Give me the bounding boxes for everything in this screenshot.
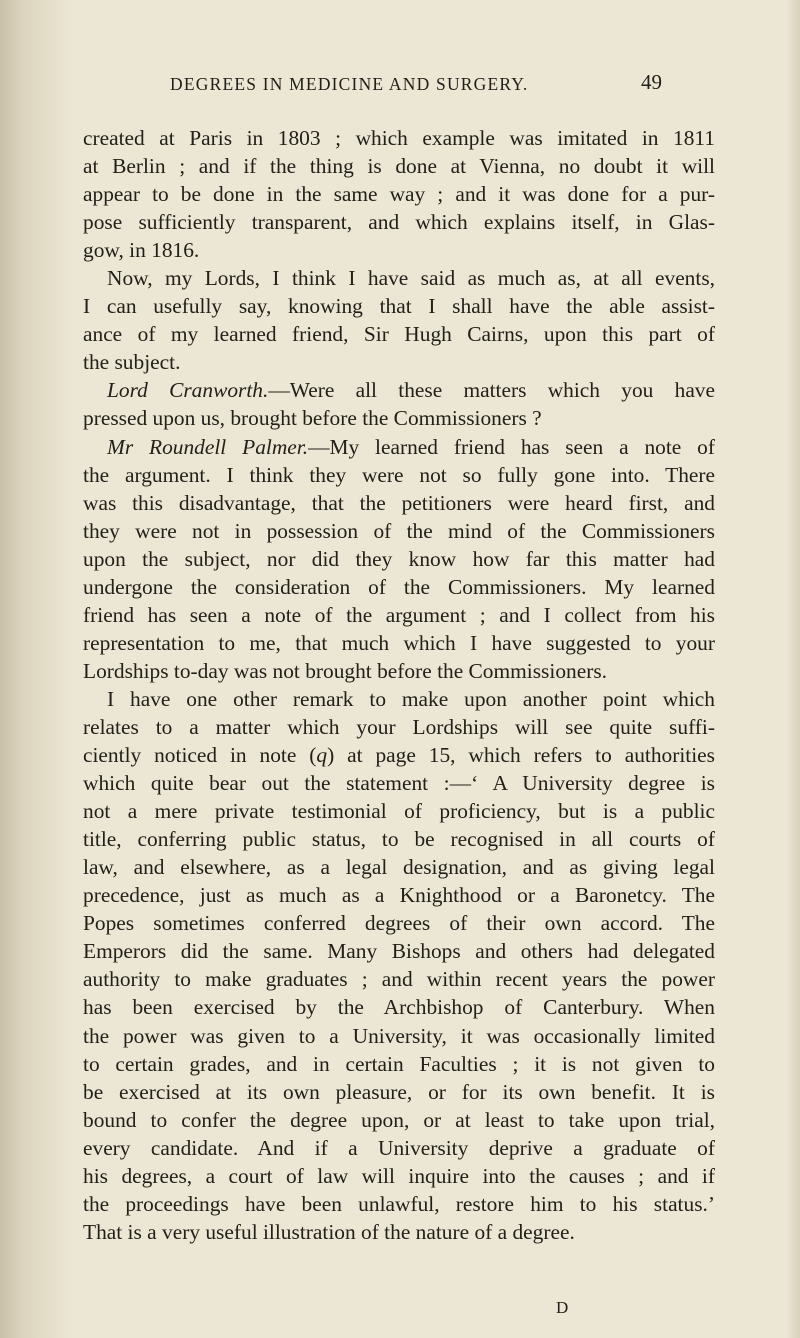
paragraph-2 bbox=[83, 376, 715, 432]
text-line: his degrees, a court of law will inquire into the causes ; and if bbox=[83, 1163, 715, 1188]
text-line: friend has seen a note of the argument ; and I collect from his bbox=[83, 602, 715, 627]
text-line: not a mere private testimonial of proficiency, but is a public bbox=[83, 799, 715, 824]
running-head: DEGREES IN MEDICINE AND SURGERY. bbox=[170, 74, 529, 94]
text-line: Emperors did the same. Many Bishops and others had delegated bbox=[83, 939, 715, 964]
text-line: upon the subject, nor did they know how far this matter had bbox=[83, 546, 715, 571]
page-number: 49 bbox=[641, 70, 662, 94]
text-line: I have one other remark to make upon another point which bbox=[107, 686, 715, 711]
text-line: which quite bear out the statement :—‘ A University degree is bbox=[83, 771, 715, 796]
text-line: at Berlin ; and if the thing is done at Vienna, no doubt it will bbox=[83, 154, 715, 179]
text-line: the subject. bbox=[83, 350, 181, 375]
text-line: That is a very useful illustration of the nature of a degree. bbox=[83, 1219, 575, 1244]
text-line: has been exercised by the Archbishop of Canterbury. When bbox=[83, 995, 715, 1020]
text-line: the power was given to a University, it was occasionally limited bbox=[83, 1023, 715, 1048]
speaker-name: Lord Cranworth. bbox=[107, 378, 269, 403]
text-line bbox=[83, 433, 715, 461]
text-line: the argument. I think they were not so fully gone into. There bbox=[83, 462, 715, 487]
text-line: ance of my learned friend, Sir Hugh Cairns, upon this part of bbox=[83, 322, 715, 347]
text-line: undergone the consideration of the Commissioners. My learned bbox=[83, 574, 715, 599]
paragraph-0 bbox=[83, 124, 715, 264]
text-line: precedence, just as much as a Knighthood or a Baronetcy. The bbox=[83, 883, 715, 908]
text-line: pressed upon us, brought before the Commissioners ? bbox=[83, 406, 542, 431]
text-line: Now, my Lords, I think I have said as much as, at all events, bbox=[107, 266, 715, 291]
text-line: created at Paris in 1803 ; which example was imitated in 1811 bbox=[83, 126, 715, 150]
text-line: relates to a matter which your Lordships will see quite suffi- bbox=[83, 714, 715, 739]
text-line: authority to make graduates ; and within recent years the power bbox=[83, 967, 715, 992]
text-line: they were not in possession of the mind of the Commissioners bbox=[83, 518, 715, 543]
text-fragment: —My learned friend has seen a note of bbox=[308, 434, 716, 459]
text-line: ciently noticed in note (q) at page 15, which refers to authorities bbox=[83, 743, 715, 768]
text-line: Popes sometimes conferred degrees of their own accord. The bbox=[83, 911, 715, 936]
signature-mark: D bbox=[556, 1298, 569, 1317]
paragraph-1 bbox=[83, 264, 715, 376]
speaker-name: Mr Roundell Palmer. bbox=[107, 434, 309, 459]
text-line: every candidate. And if a University deprive a graduate of bbox=[83, 1135, 715, 1160]
text-line: was this disadvantage, that the petitioners were heard first, and bbox=[83, 490, 715, 515]
page-edge bbox=[786, 0, 800, 1338]
paragraph-4 bbox=[83, 685, 715, 1246]
text-line: bound to confer the degree upon, or at least to take upon trial, bbox=[83, 1107, 715, 1132]
text-line bbox=[83, 376, 715, 404]
text-line: to certain grades, and in certain Faculties ; it is not given to bbox=[83, 1051, 715, 1076]
page-gutter-shadow bbox=[0, 0, 70, 1338]
text-line: gow, in 1816. bbox=[83, 238, 200, 263]
text-line: Lordships to-day was not brought before the Commissioners. bbox=[83, 658, 607, 683]
text-line: pose sufficiently transparent, and which explains itself, in Glas- bbox=[83, 210, 715, 235]
text-line: title, conferring public status, to be recognised in all courts of bbox=[83, 827, 715, 852]
text-line: the proceedings have been unlawful, restore him to his status.’ bbox=[83, 1191, 715, 1216]
body-text bbox=[83, 124, 715, 1246]
text-line: appear to be done in the same way ; and it was done for a pur- bbox=[83, 182, 715, 207]
page-header bbox=[0, 70, 800, 104]
text-line: law, and elsewhere, as a legal designation, and as giving legal bbox=[83, 855, 715, 880]
paragraph-3 bbox=[83, 433, 715, 685]
text-fragment: —Were all these matters which you have bbox=[268, 378, 716, 403]
text-line: be exercised at its own pleasure, or for its own benefit. It is bbox=[83, 1079, 715, 1104]
text-line: I can usefully say, knowing that I shall have the able assist- bbox=[83, 294, 715, 319]
text-line: representation to me, that much which I have suggested to your bbox=[83, 630, 715, 655]
